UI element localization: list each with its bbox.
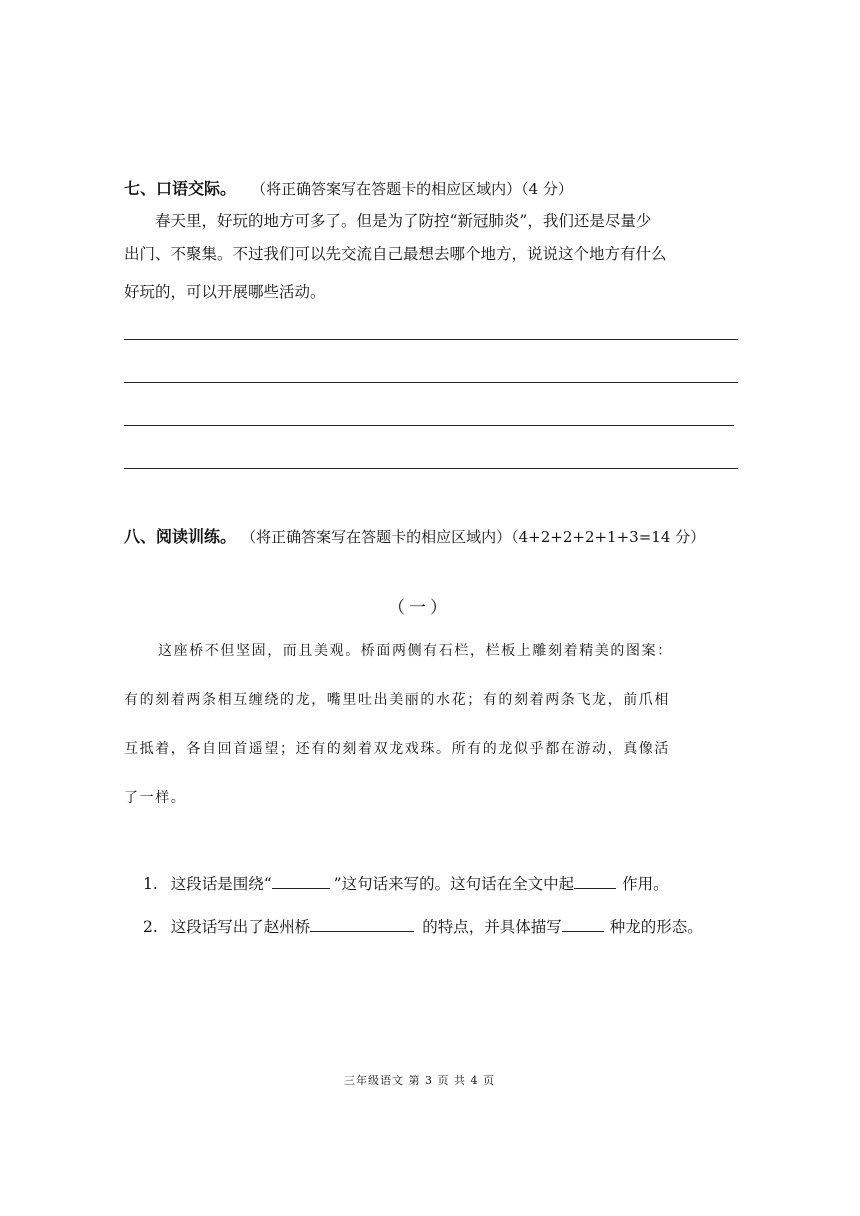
section7-heading xyxy=(124,176,573,199)
section7-note: （将正确答案写在答题卡的相应区域内）（4 分） xyxy=(251,180,573,198)
section8-title: 八、阅读训练。 xyxy=(124,527,237,546)
question-1-blank-2[interactable] xyxy=(574,872,616,889)
section8-note: （将正确答案写在答题卡的相应区域内）（4+2+2+2+1+3=14 分） xyxy=(241,528,706,546)
passage-line-4: 了一样。 xyxy=(124,790,187,806)
passage-title: （一） xyxy=(388,598,451,618)
section7-line-3: 好玩的，可以开展哪些活动。 xyxy=(124,283,326,301)
passage-line-2: 有的刻着两条相互缠绕的龙，嘴里吐出美丽的水花；有的刻着两条飞龙，前爪相 xyxy=(124,692,670,708)
section8-heading xyxy=(124,524,705,547)
question-2-blank-1[interactable] xyxy=(310,915,414,932)
question-2-text-a: 这段话写出了赵州桥 xyxy=(170,918,311,936)
answer-line-4[interactable] xyxy=(124,468,738,469)
section7-line-2: 出门、不聚集。不过我们可以先交流自己最想去哪个地方，说说这个地方有什么 xyxy=(124,245,667,263)
question-2 xyxy=(143,915,703,937)
question-1 xyxy=(143,872,669,894)
question-1-number: 1. xyxy=(143,875,158,893)
question-2-text-b: 的特点，并具体描写 xyxy=(422,918,562,936)
question-1-text-c: 作用。 xyxy=(622,875,669,893)
answer-line-3[interactable] xyxy=(124,425,734,426)
question-2-blank-2[interactable] xyxy=(562,915,604,932)
passage-line-3: 互抵着，各自回首遥望；还有的刻着双龙戏珠。所有的龙似乎都在游动，真像活 xyxy=(124,741,670,757)
question-2-number: 2. xyxy=(143,918,158,936)
section7-title: 七、口语交际。 xyxy=(124,179,237,198)
question-1-blank-1[interactable] xyxy=(272,872,330,889)
section7-line-1: 春天里，好玩的地方可多了。但是为了防控“新冠肺炎”，我们还是尽量少 xyxy=(155,212,652,230)
answer-line-2[interactable] xyxy=(124,382,738,383)
passage-line-1: 这座桥不但坚固，而且美观。桥面两侧有石栏，栏板上雕刻着精美的图案： xyxy=(158,643,673,659)
question-1-text-b: ”这句话来写的。这句话在全文中起 xyxy=(333,875,575,893)
page-footer: 三年级语文 第 3 页 共 4 页 xyxy=(344,1074,495,1087)
question-2-text-c: 种龙的形态。 xyxy=(609,918,703,936)
answer-line-1[interactable] xyxy=(124,339,738,340)
question-1-text-a: 这段话是围绕“ xyxy=(170,875,272,893)
